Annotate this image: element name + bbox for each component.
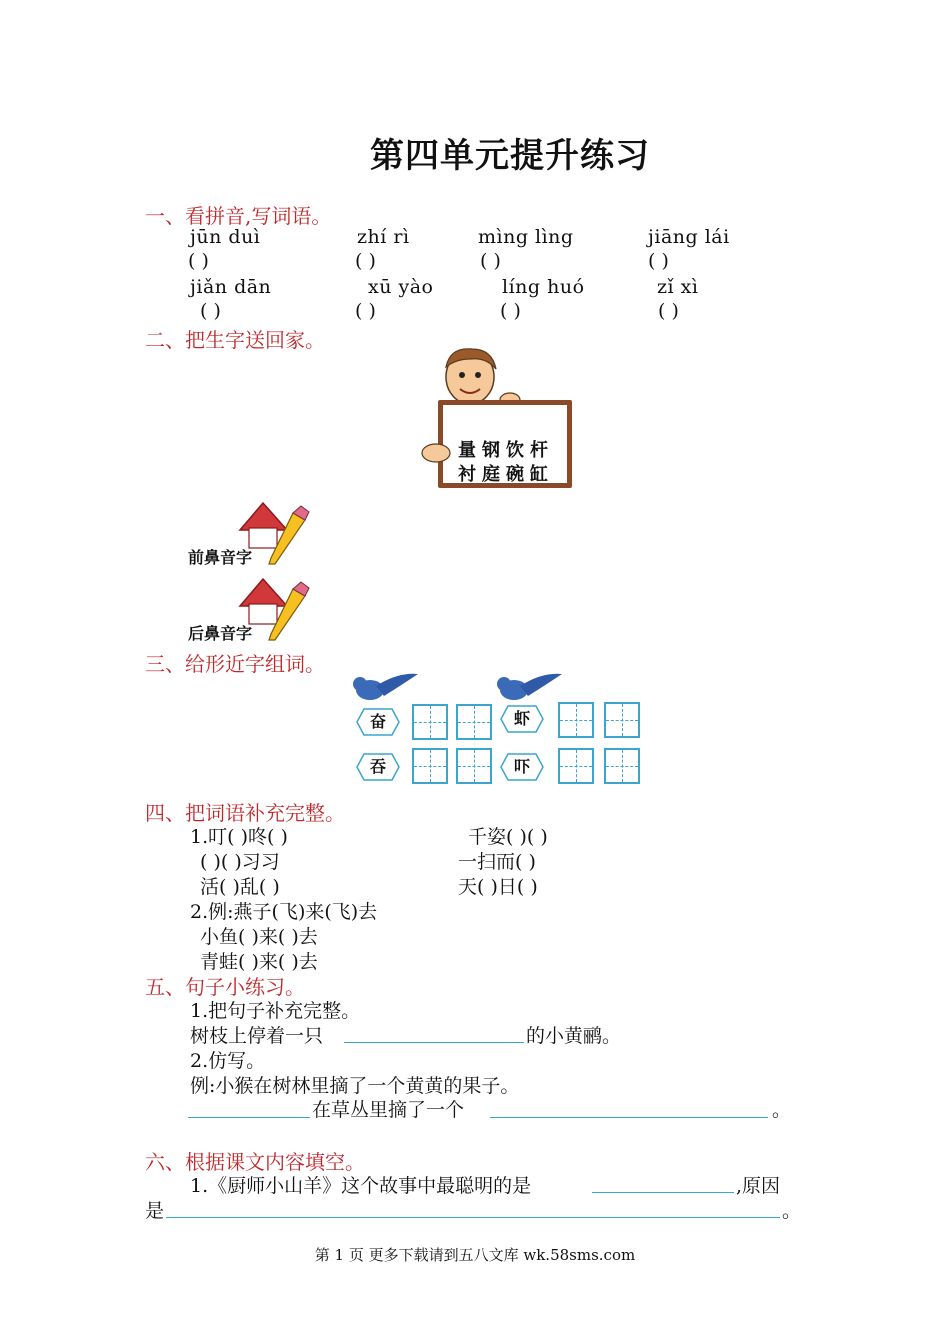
pinyin: jiǎn dān (190, 276, 272, 298)
fill-line[interactable]: 千姿( )( ) (468, 826, 548, 848)
answer-line[interactable] (188, 1097, 310, 1118)
answer-line[interactable] (592, 1172, 734, 1193)
example-line: 2.例:燕子(飞)来(飞)去 (190, 901, 378, 923)
section-4-heading: 四、把词语补充完整。 (145, 801, 345, 825)
section-2-heading: 二、把生字送回家。 (145, 328, 325, 352)
page-footer: 第 1 页 更多下载请到五八文库 wk.58sms.com (314, 1246, 636, 1264)
section-1-heading: 一、看拼音,写词语。 (145, 204, 332, 228)
fill-line[interactable]: 一扫而( ) (458, 851, 536, 873)
section-6-heading: 六、根据课文内容填空。 (145, 1150, 365, 1174)
fill-line[interactable]: ( )( )习习 (200, 851, 280, 873)
question-text: 。 (782, 1200, 802, 1222)
fill-line[interactable]: 青蛙( )来( )去 (200, 951, 318, 973)
swallow-icon (492, 670, 564, 706)
answer-blank[interactable]: ( ) (200, 300, 221, 322)
writing-grid-cell[interactable] (604, 702, 640, 738)
sentence-suffix: 的小黄鹂。 (526, 1025, 622, 1047)
fill-line[interactable]: 1.叮( )咚( ) (190, 826, 288, 848)
answer-blank[interactable]: ( ) (480, 250, 501, 272)
writing-grid-cell[interactable] (558, 748, 594, 784)
pinyin: jiāng lái (648, 226, 730, 248)
fill-line[interactable]: 活( )乱( ) (200, 876, 280, 898)
pinyin: mìng lìng (478, 226, 574, 248)
section-5-heading: 五、句子小练习。 (145, 975, 305, 999)
writing-grid-cell[interactable] (456, 748, 492, 784)
board-characters-row-2: 衬庭碗缸 (458, 464, 554, 485)
writing-grid-cell[interactable] (604, 748, 640, 784)
answer-blank[interactable]: ( ) (355, 250, 376, 272)
instruction: 1.把句子补充完整。 (190, 1000, 361, 1022)
char-tile: 奋 (356, 708, 400, 736)
fill-line[interactable]: 天( )日( ) (458, 876, 538, 898)
instruction: 2.仿写。 (190, 1050, 266, 1072)
pinyin: jūn duì (190, 226, 261, 248)
char-tile: 吓 (500, 753, 544, 781)
sentence-end: 。 (772, 1099, 792, 1121)
back-nasal-label: 后鼻音字 (188, 624, 253, 643)
fill-line[interactable]: 小鱼( )来( )去 (200, 926, 318, 948)
writing-grid-cell[interactable] (412, 704, 448, 740)
char-tile: 虾 (500, 705, 544, 733)
pinyin: zhí rì (357, 226, 410, 248)
answer-blank[interactable]: ( ) (648, 250, 669, 272)
question-text: 是 (145, 1200, 165, 1222)
answer-blank[interactable]: ( ) (500, 300, 521, 322)
answer-line[interactable] (166, 1197, 780, 1218)
char-tile: 吞 (356, 753, 400, 781)
writing-grid-cell[interactable] (412, 748, 448, 784)
writing-grid-cell[interactable] (456, 704, 492, 740)
answer-line[interactable] (344, 1022, 524, 1043)
page-title: 第四单元提升练习 (370, 136, 650, 176)
board-characters-row-1: 量钢饮杆 (458, 440, 554, 461)
answer-blank[interactable]: ( ) (355, 300, 376, 322)
pinyin: zǐ xì (657, 276, 699, 298)
example-sentence: 例:小猴在树林里摘了一个黄黄的果子。 (190, 1075, 520, 1097)
question-text: ,原因 (736, 1175, 781, 1197)
answer-blank[interactable]: ( ) (658, 300, 679, 322)
answer-blank[interactable]: ( ) (188, 250, 209, 272)
section-3-heading: 三、给形近字组词。 (145, 652, 325, 676)
answer-line[interactable] (490, 1097, 768, 1118)
pinyin: líng huó (502, 276, 585, 298)
swallow-icon (348, 670, 420, 706)
sentence-middle: 在草丛里摘了一个 (312, 1099, 465, 1121)
pinyin: xū yào (368, 276, 434, 298)
sentence-prefix: 树枝上停着一只 (190, 1025, 324, 1047)
writing-grid-cell[interactable] (558, 702, 594, 738)
question-text: 1.《厨师小山羊》这个故事中最聪明的是 (190, 1175, 532, 1197)
front-nasal-label: 前鼻音字 (188, 548, 253, 567)
